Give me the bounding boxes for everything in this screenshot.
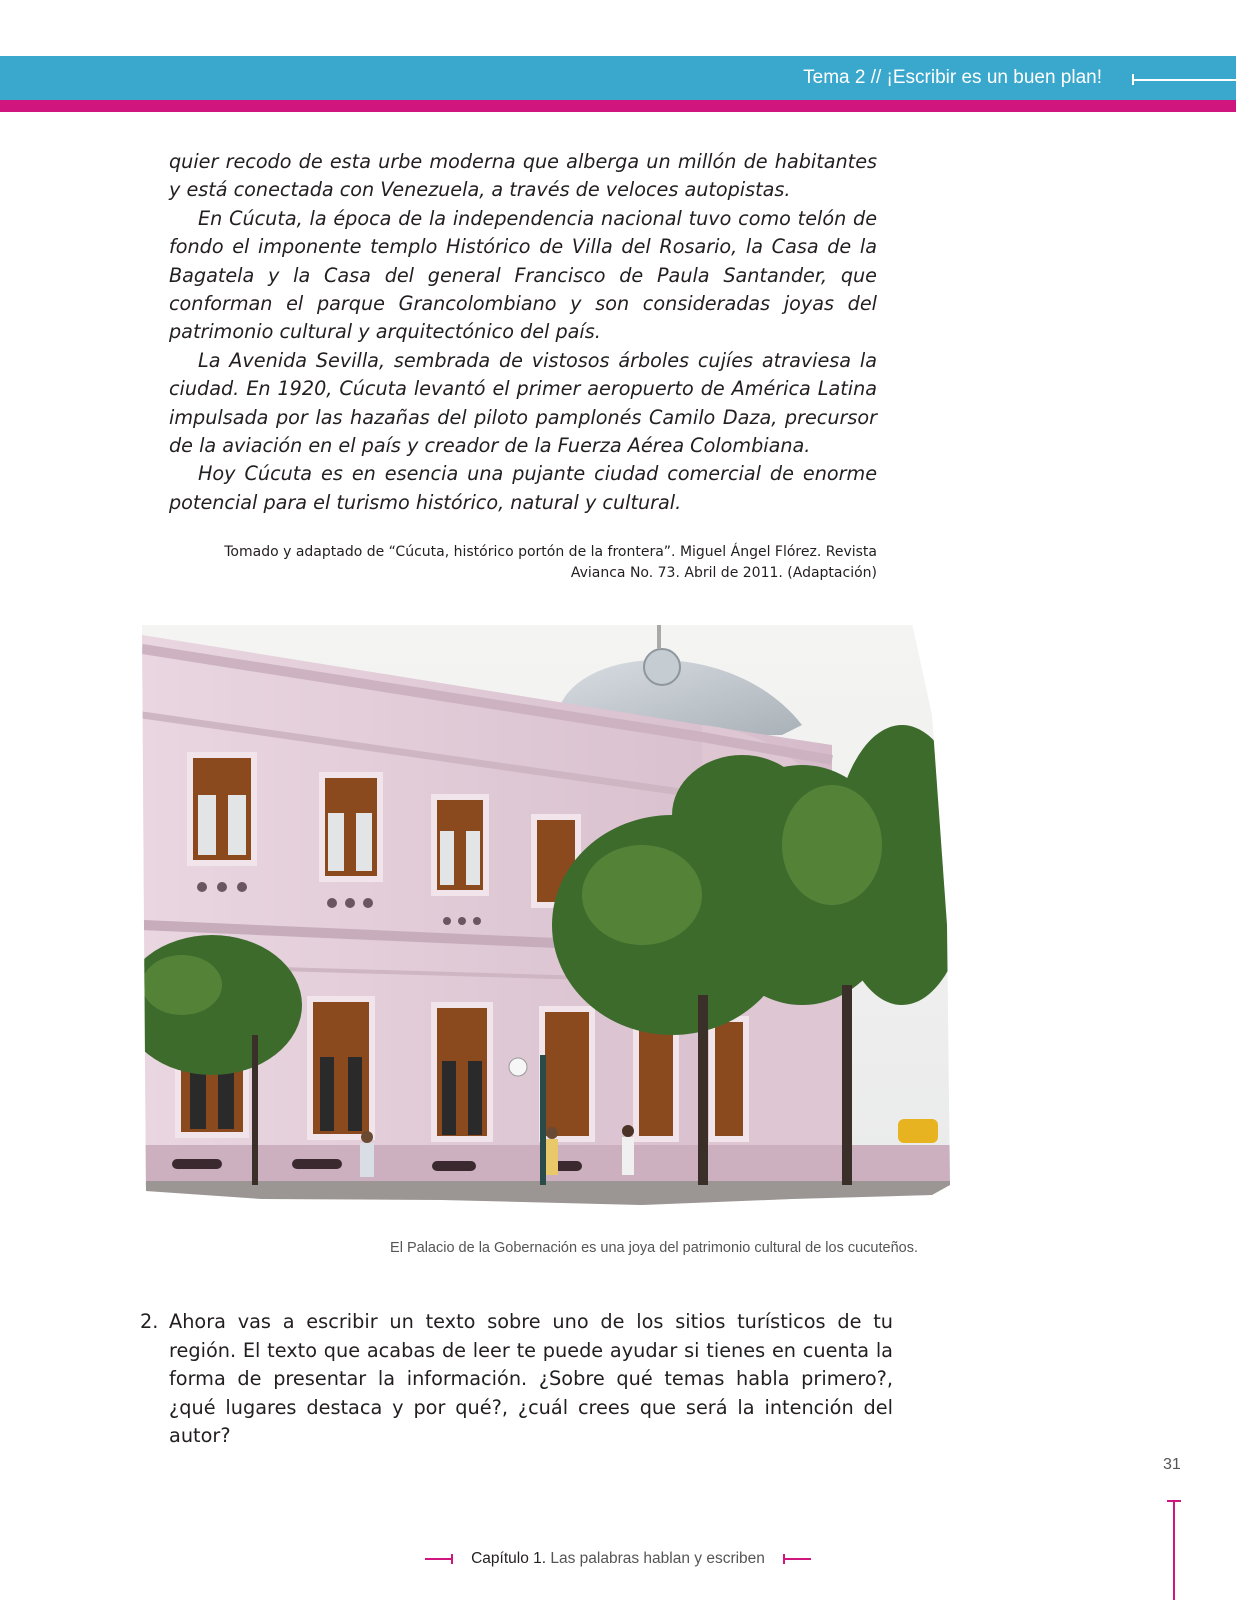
question-number: 2. [140, 1310, 159, 1333]
article-paragraph: quier recodo de esta urbe moderna que alberga un millón de habitantes y está conectada con Venezuela, a través de veloces autopistas. [169, 150, 877, 202]
article-paragraph: Hoy Cúcuta es en esencia una pujante ciudad comercial de enorme potencial para el turismo histórico, natural y cultural. [169, 462, 877, 514]
source-citation-line: Avianca No. 73. Abril de 2011. (Adaptación) [570, 565, 877, 581]
article-paragraph: La Avenida Sevilla, sembrada de vistosos árboles cujíes atraviesa la ciudad. En 1920, Cúcuta levantó el primer aeropuerto de América Latina impulsada por las hazañas del piloto pamplonés Camilo Daza, precursor de la aviación en el país y creador de la Fuerza Aérea Colombiana. [169, 348, 877, 458]
header-rule [1132, 79, 1236, 81]
question-text: Ahora vas a escribir un texto sobre uno de los sitios turísticos de tu región. El texto que acabas de leer te puede ayudar si tienes en cuenta la forma de presentar la información. ¿Sobre qué temas habla primero?, ¿qué lugares destaca y por qué?, ¿cuál crees que será la intención del autor? [169, 1310, 893, 1447]
article-paragraph: En Cúcuta, la época de la independencia nacional tuvo como telón de fondo el imponente templo Histórico de Villa del Rosario, la Casa de la Bagatela y la Casa del general Francisco de Paula Santander, que conforman el parque Grancolombiano y son consideradas joyas del patrimonio cultural y arquitectónico del país. [169, 206, 877, 344]
source-citation-line: Tomado y adaptado de “Cúcuta, histórico portón de la frontera”. Miguel Ángel Flórez. Revista [224, 544, 877, 560]
page-number: 31 [1163, 1456, 1181, 1473]
footer-chapter-title: Las palabras hablan y escriben [550, 1550, 765, 1567]
footer-rule-left [425, 1558, 453, 1560]
photo-caption: El Palacio de la Gobernación es una joya del patrimonio cultural de los cucuteños. [390, 1240, 918, 1256]
source-citation [200, 542, 877, 584]
section-title: Tema 2 // ¡Escribir es un buen plan! [803, 67, 1102, 88]
footer-rule-right [783, 1558, 811, 1560]
article-text [169, 148, 877, 517]
palace-photo [142, 625, 950, 1221]
header-accent-stripe [0, 100, 1236, 112]
footer-chapter-label: Capítulo 1. [471, 1550, 547, 1567]
chapter-footer [0, 1550, 1236, 1568]
palace-illustration [142, 625, 950, 1221]
